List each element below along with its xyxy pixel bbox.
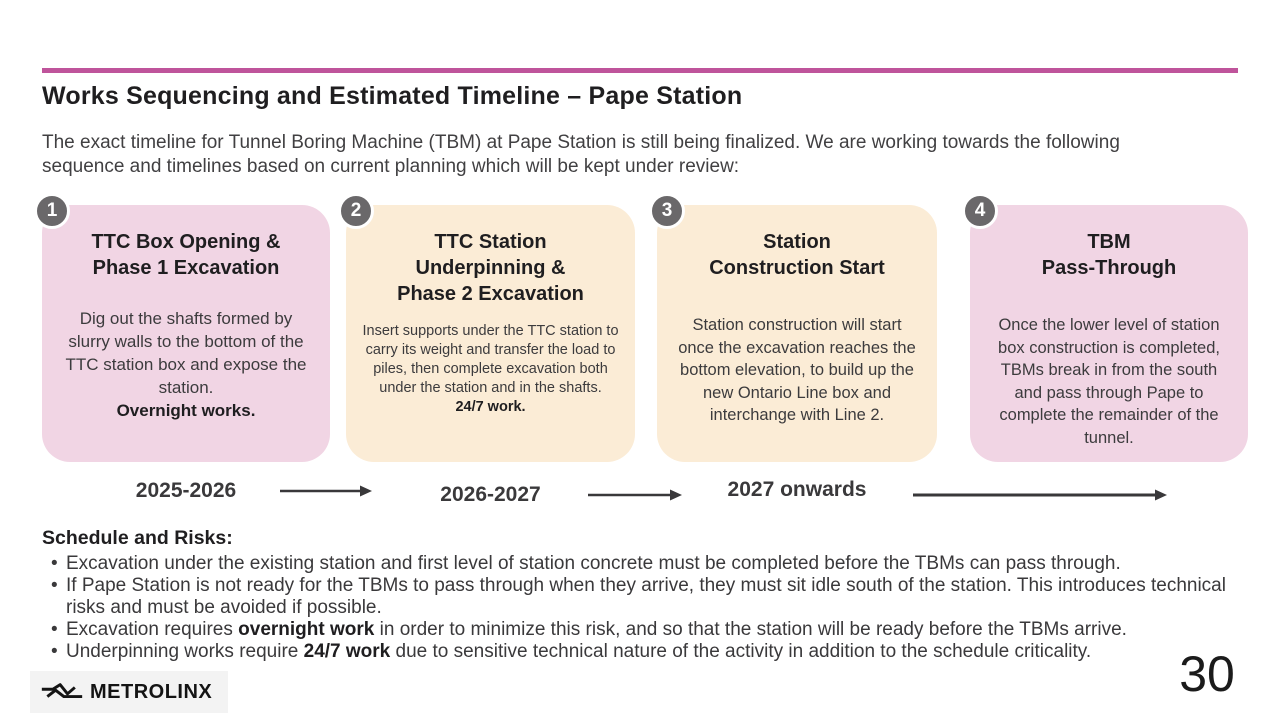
step-number-badge: 1: [34, 193, 70, 229]
step-body-text: Station construction will start once the excavation reaches the bottom elevation, to build up the new Ontario Line box and interchange with Line 2.: [678, 316, 916, 424]
metrolinx-logo: [30, 671, 228, 713]
step-card-2: [346, 200, 635, 462]
bullet-marker: •: [51, 575, 58, 596]
bullet-text-pre: Excavation requires: [66, 619, 239, 640]
bullet-marker: •: [51, 553, 58, 574]
step-body: [986, 314, 1232, 449]
step-title: TBM Pass-Through: [1041, 231, 1177, 279]
bullet-text: [66, 553, 1242, 575]
step-body-text: Dig out the shafts formed by slurry walls to the bottom of the TTC station box and expose the station.: [65, 309, 307, 397]
accent-rule: [42, 68, 1238, 73]
bullet-marker: •: [51, 641, 58, 662]
step-number-badge: 4: [962, 193, 998, 229]
bullet-text: [66, 641, 1242, 663]
bullet-text: [66, 575, 1242, 619]
timeline-label-1: 2025-2026: [135, 479, 237, 502]
risks-heading: Schedule and Risks:: [42, 527, 233, 549]
intro-paragraph: The exact timeline for Tunnel Boring Machine (TBM) at Pape Station is still being finalized. We are working towards the following sequence and timelines based on current planning which will be kept under review:: [42, 132, 1120, 177]
bullet-text-pre: If Pape Station is not ready for the TBMs to pass through when they arrive, they must sit idle south of the station. This introduces technical risks and must be avoided if possible.: [66, 575, 1226, 618]
bullet-text: [66, 619, 1242, 641]
step-card-3: [657, 200, 937, 462]
step-body-text: Insert supports under the TTC station to carry its weight and transfer the load to piles, then complete excavation both under the station and in the shafts.: [362, 323, 619, 396]
step-card-4: [970, 200, 1248, 462]
timeline-label-2: 2026-2027: [440, 483, 541, 506]
bullet-marker: •: [51, 619, 58, 640]
risk-bullet: [42, 619, 1242, 641]
bullet-text-post: in order to minimize this risk, and so that the station will be ready before the TBMs arrive.: [374, 619, 1127, 640]
page-title: Works Sequencing and Estimated Timeline – Pape Station: [42, 82, 743, 110]
step-body: [362, 322, 619, 417]
bullet-text-bold: overnight work: [238, 619, 375, 640]
step-emphasis: 24/7 work.: [455, 399, 526, 415]
risk-bullet: [42, 575, 1242, 619]
step-title: Station Construction Start: [709, 231, 885, 279]
risks-section: [42, 527, 1242, 663]
bullet-text-pre: Underpinning works require: [66, 641, 304, 662]
step-emphasis: Overnight works.: [116, 401, 256, 420]
metrolinx-logo-icon: [40, 681, 84, 703]
step-body: [58, 307, 314, 422]
timeline-arrow-icon: [913, 488, 1167, 502]
step-title: TTC Station Underpinning & Phase 2 Excavation: [397, 231, 584, 305]
page-number: 30: [1179, 646, 1235, 702]
risk-bullet: [42, 553, 1242, 575]
timeline-label-3: 2027 onwards: [727, 478, 867, 501]
step-body-text: Once the lower level of station box construction is completed, TBMs break in from the south and pass through Pape to complete the remainder of the tunnel.: [998, 316, 1220, 447]
metrolinx-logo-text: METROLINX: [90, 680, 213, 703]
step-body: [673, 314, 921, 427]
bullet-text-pre: Excavation under the existing station and first level of station concrete must be completed before the TBMs can pass through.: [66, 553, 1121, 574]
step-number-badge: 2: [338, 193, 374, 229]
step-number-badge: 3: [649, 193, 685, 229]
step-card-1: [42, 200, 330, 462]
bullet-text-bold: 24/7 work: [303, 641, 391, 662]
risk-bullet: [42, 641, 1242, 663]
bullet-text-post: due to sensitive technical nature of the activity in addition to the schedule criticality.: [390, 641, 1092, 662]
step-title: TTC Box Opening & Phase 1 Excavation: [91, 231, 281, 279]
